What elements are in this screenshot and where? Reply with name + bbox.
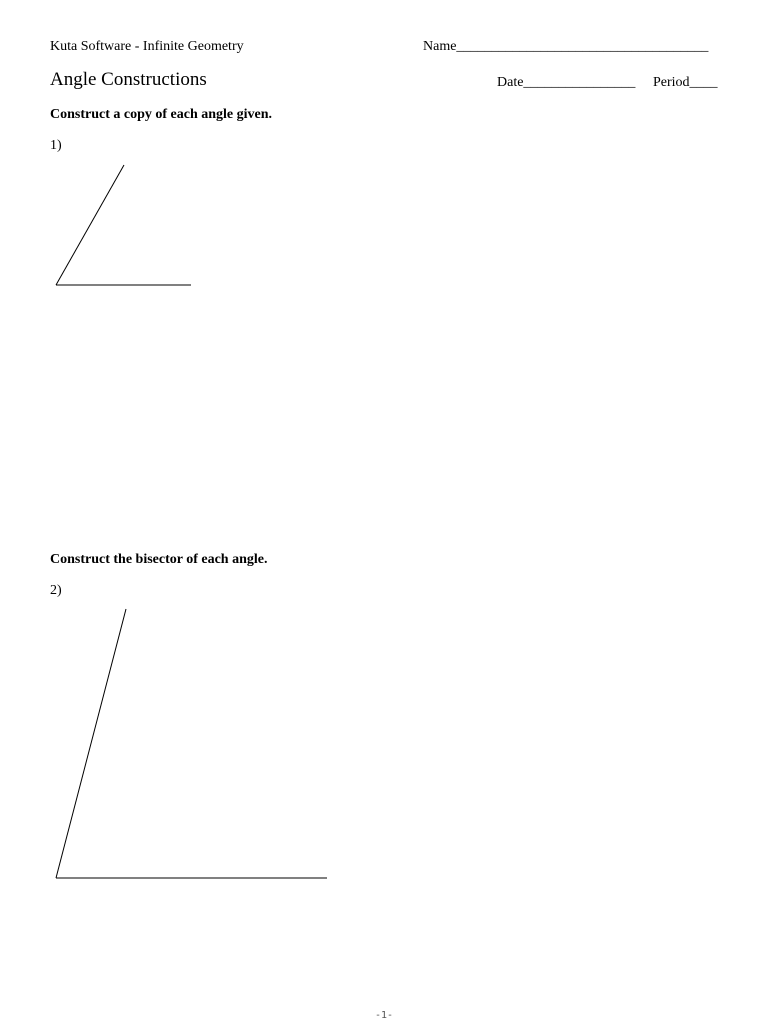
problem-1-angle-ray-upper [56,165,124,285]
problem-1-number: 1) [50,138,62,153]
problem-1-angle [56,165,191,285]
worksheet-title: Angle Constructions [50,69,207,90]
problem-2-angle [56,609,327,878]
period-field: Period____ [653,75,718,90]
publisher-heading: Kuta Software - Infinite Geometry [50,39,244,54]
date-field: Date________________ [497,75,636,90]
page-number: -1- [374,1010,394,1021]
problem-2-angle-ray-upper [56,609,126,878]
section-1-instruction: Construct a copy of each angle given. [50,107,273,122]
name-field: Name____________________________________ [423,39,709,54]
problem-2-number: 2) [50,583,62,598]
section-2-instruction: Construct the bisector of each angle. [50,552,268,567]
